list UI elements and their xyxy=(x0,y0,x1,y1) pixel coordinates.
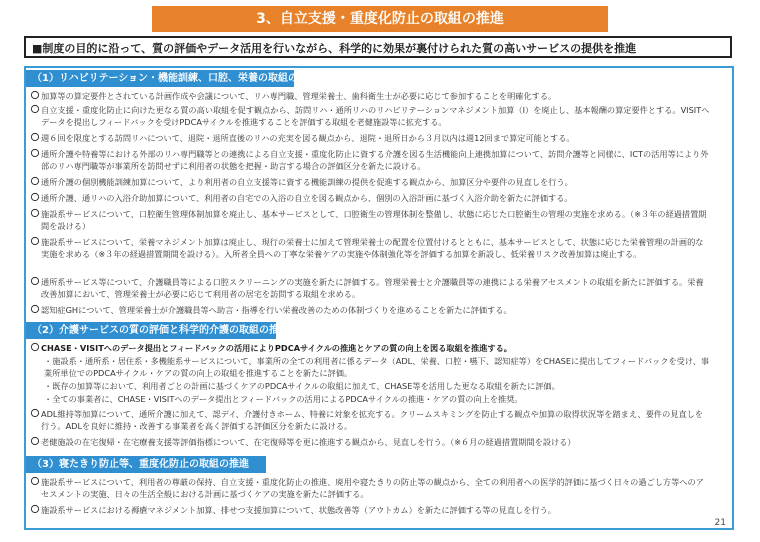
section-heading-1: （1）リハビリテーション・機能訓練、口腔、栄養の取組の連携・強化 xyxy=(26,70,294,87)
hollow-circle-icon xyxy=(30,192,41,203)
list-item: 施設系サービスについて、栄養マネジメント加算は廃止し、現行の栄養士に加えて管理栄養士の配置を位置付けるとともに、基本サービスとして、状態に応じた栄養管理の計画的な実施を求める（※３年の経過措置期間を設ける）。入所者全員への丁寧な栄養ケアの実施や体制強化等を評価する加算を新設し、低栄養リスク改善加算は廃止する。 xyxy=(30,236,716,260)
page-title: 3、自立支援・重度化防止の取組の推進 xyxy=(152,6,608,32)
list-item: ADL維持等加算について、通所介護に加えて、認デイ、介護付きホーム、特養に対象を拡充する。クリームスキミングを防止する観点や加算の取得状況等を踏まえ、要件の見直しを行う。ADLを良好に維持・改善する事業者を高く評価する評価区分を新たに設ける。 xyxy=(30,408,716,432)
list-item: 加算等の算定要件とされている計画作成や会議について、リハ専門職、管理栄養士、歯科衛生士が必要に応じて参加することを明確化する。 xyxy=(30,90,716,102)
list-item: 通所介護や特養等における外部のリハ専門職等との連携による自立支援・重度化防止に資する介護を図る生活機能向上連携加算について、訪問介護等と同様に、ICTの活用等により外部のリハ専門職等が事業所を訪問せずに利用者の状態を把握・助言する場合の評価区分を新たに設ける。 xyxy=(30,148,716,172)
sub-item: ・全ての事業者に、CHASE・VISITへのデータ提出とフィードバックの活用によるPDCAサイクルの推進・ケアの質の向上を推奨。 xyxy=(44,394,523,404)
page-number: 21 xyxy=(714,518,726,528)
hollow-circle-icon xyxy=(30,132,41,143)
hollow-circle-icon xyxy=(30,408,41,419)
section-heading-3: （3）寝たきり防止等、重度化防止の取組の推進 xyxy=(26,456,266,473)
hollow-circle-icon xyxy=(30,436,41,447)
hollow-circle-icon xyxy=(30,476,41,487)
sub-item: ・既存の加算等において、利用者ごとの計画に基づくケアのPDCAサイクルの取組に加えて、CHASE等を活用した更なる取組を新たに評価。 xyxy=(44,381,560,391)
list-item: 認知症GHについて、管理栄養士が介護職員等へ助言・指導を行い栄養改善のための体制づくりを進めることを新たに評価する。 xyxy=(30,304,716,316)
list-item: 自立支援・重度化防止に向けた更なる質の高い取組を促す観点から、訪問リハ・通所リハのリハビリテーションマネジメント加算（Ⅰ）を廃止し、基本報酬の算定要件とする。VISITへデータを提出しフィードバックを受けPDCAサイクルを推進することを評価する取組を老健施設等に拡充する。 xyxy=(30,104,716,128)
list-item: 老健施設の在宅復帰・在宅療養支援等評価指標について、在宅復帰等を更に推進する観点から、見直しを行う。（※６月の経過措置期間を設ける） xyxy=(30,436,716,448)
hollow-circle-icon xyxy=(30,176,41,187)
list-item: 通所介護の個別機能訓練加算について、より利用者の自立支援等に資する機能訓練の提供を促進する観点から、加算区分や要件の見直しを行う。 xyxy=(30,176,716,188)
hollow-circle-icon xyxy=(30,90,41,101)
section-heading-2: （2）介護サービスの質の評価と科学的介護の取組の推進 xyxy=(26,322,276,339)
hollow-circle-icon xyxy=(30,236,41,247)
list-item: 通所介護、通リハの入浴介助加算について、利用者の自宅での入浴の自立を図る観点から、個別の入浴計画に基づく入浴介助を新たに評価する。 xyxy=(30,192,716,204)
list-item: 施設系サービスにおける褥瘡マネジメント加算、排せつ支援加算について、状態改善等（アウトカム）を新たに評価する等の見直しを行う。 xyxy=(30,504,716,516)
list-item: 通所系サービス等について、介護職員等による口腔スクリーニングの実施を新たに評価する。管理栄養士と介護職員等の連携による栄養アセスメントの取組を新たに評価する。栄養改善加算において、管理栄養士が必要に応じて利用者の居宅を訪問する取組を求める。 xyxy=(30,276,716,300)
hollow-circle-icon xyxy=(30,342,41,353)
list-item: CHASE・VISITへのデータ提出とフィードバックの活用によりPDCAサイクルの推進とケアの質の向上を図る取組を推進する。 xyxy=(30,342,716,354)
hollow-circle-icon xyxy=(30,148,41,159)
hollow-circle-icon xyxy=(30,504,41,515)
sub-item: ・施設系・通所系・居住系・多機能系サービスについて、事業所の全ての利用者に係るデータ（ADL、栄養、口腔・嚥下、認知症等）をCHASEに提出してフィードバックを受け、事業所単位でのPDCAサイクル・ケアの質の向上の取組を推進することを新たに評価。 xyxy=(44,356,710,378)
hollow-circle-icon xyxy=(30,104,41,115)
list-item: 週６回を限度とする訪問リハについて、退院・退所直後のリハの充実を図る観点から、退院・退所日から３月以内は週12回まで算定可能とする。 xyxy=(30,132,716,144)
hollow-circle-icon xyxy=(30,276,41,287)
hollow-circle-icon xyxy=(30,304,41,315)
hollow-circle-icon xyxy=(30,208,41,219)
list-item: 施設系サービスについて、利用者の尊厳の保持、自立支援・重度化防止の推進、廃用や寝たきりの防止等の観点から、全ての利用者への医学的評価に基づく日々の過ごし方等へのアセスメントの実施、日々の生活全般における計画に基づくケアの実施を新たに評価する。 xyxy=(30,476,716,500)
lead-statement: ■制度の目的に沿って、質の評価やデータ活用を行いながら、科学的に効果が裏付けられた質の高いサービスの提供を推進 xyxy=(24,36,732,58)
list-item: 施設系サービスについて、口腔衛生管理体制加算を廃止し、基本サービスとして、口腔衛生の管理体制を整備し、状態に応じた口腔衛生の管理の実施を求める。（※３年の経過措置期間を設ける） xyxy=(30,208,716,232)
